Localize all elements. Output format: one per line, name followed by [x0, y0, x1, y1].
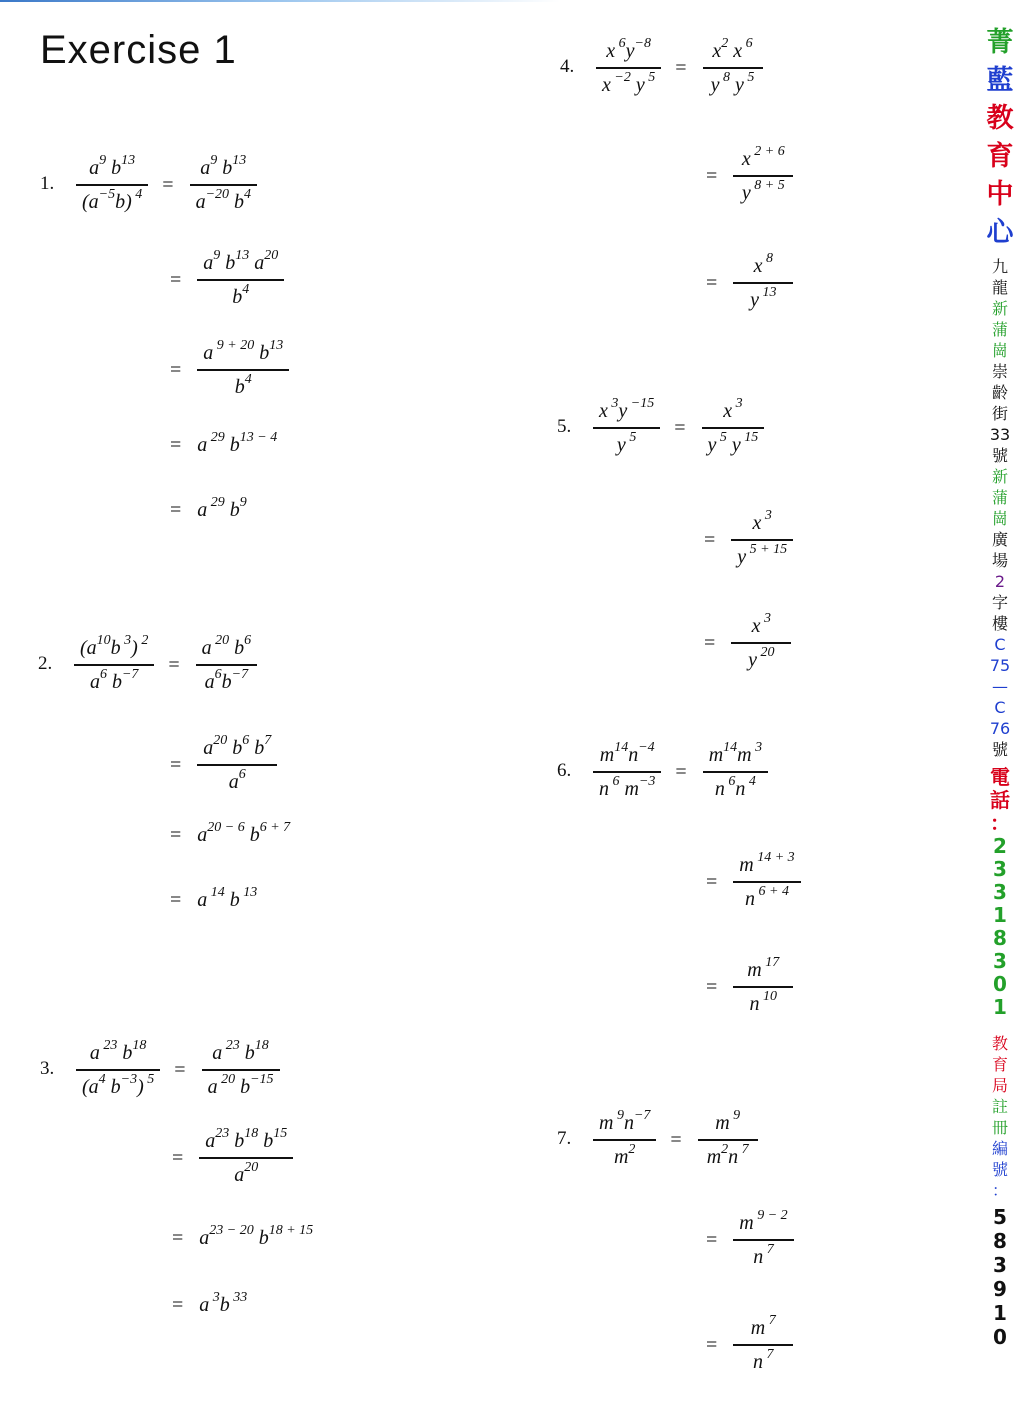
reg-digit: 3: [993, 1253, 1007, 1277]
denominator: y $^8$ y $^5$: [710, 70, 755, 96]
phone-number: [990, 766, 1010, 1019]
numerator: $a^9$ $b^{13}$: [89, 153, 136, 179]
denominator: n $^7$: [753, 1347, 774, 1373]
equals-sign: =: [706, 870, 718, 893]
expression: a $^{29}$ $b^{13 - 4}$: [197, 429, 278, 456]
equals-sign: =: [170, 498, 182, 521]
address-char: 崇: [991, 362, 1008, 381]
denominator: $a^6$: [228, 767, 246, 793]
equation-step: [170, 330, 289, 410]
denominator: y $^{8 + 5}$: [741, 178, 785, 204]
numerator: ($a^{10}b$ $^3$) $^2$: [80, 633, 149, 659]
address-char: 齡: [991, 383, 1008, 402]
equation-step: [706, 136, 793, 216]
address-char: 33: [989, 425, 1011, 444]
denominator: x $^{-2}$ y $^5$: [602, 70, 656, 96]
registration-number: [992, 1033, 1008, 1349]
address-char: 場: [991, 551, 1008, 570]
equation-step: [704, 500, 793, 580]
numerator: a $^{23}$ $b^{18}$: [89, 1038, 147, 1064]
numerator: a $^{23}$ $b^{18}$: [212, 1038, 269, 1064]
address-char: C: [994, 698, 1006, 717]
numerator: x $^3$: [752, 508, 772, 534]
denominator: y $^{5 + 15}$: [737, 542, 788, 568]
fraction: [702, 396, 765, 457]
address-char: 75: [989, 656, 1011, 675]
reg-label-char: 註: [991, 1097, 1008, 1116]
equals-sign: =: [162, 173, 174, 196]
fraction: [733, 144, 793, 205]
equals-sign: =: [170, 433, 182, 456]
fraction: [196, 633, 258, 694]
fraction: [698, 1108, 758, 1169]
equals-sign: =: [706, 164, 718, 187]
reg-label-char: 冊: [991, 1118, 1008, 1137]
reg-digit: 1: [993, 1301, 1007, 1325]
address-char: 蒲: [991, 488, 1008, 507]
equation-step: [706, 842, 801, 922]
equation-step: [706, 947, 793, 1027]
numerator: $a^9$ $b^{13}$: [200, 153, 247, 179]
address-char: C: [994, 635, 1006, 654]
phone-label-char: 話: [990, 788, 1010, 812]
numerator: m $^9$: [715, 1108, 741, 1134]
sidebar-contact: [985, 24, 1015, 1349]
reg-digit: 5: [993, 1205, 1007, 1229]
brand-name: [987, 24, 1014, 252]
question-number: 3.: [40, 1058, 55, 1079]
fraction: [197, 248, 284, 309]
fraction: [190, 153, 257, 214]
equation-step: [596, 28, 763, 108]
address: [990, 256, 1010, 760]
numerator: x $^8$: [753, 251, 773, 277]
brand-char: 心: [986, 217, 1014, 248]
numerator: m $^{14 + 3}$: [739, 850, 795, 876]
denominator: $b^4$: [234, 372, 252, 398]
reg-label-char: ：: [991, 1181, 1008, 1200]
address-char: 崗: [991, 509, 1008, 528]
equals-sign: =: [174, 1058, 186, 1081]
numerator: x $^3$: [751, 611, 771, 637]
fraction: [733, 1313, 793, 1374]
equals-sign: =: [706, 1228, 718, 1251]
address-char: 號: [991, 740, 1008, 759]
equation-step: [170, 725, 277, 805]
fraction: [703, 740, 768, 801]
denominator: $m^2$: [613, 1142, 636, 1168]
equals-sign: =: [675, 760, 687, 783]
numerator: a $^{9 + 20}$ $b^{13}$: [203, 338, 284, 364]
numerator: $a^9$ $b^{13}$ $a^{20}$: [203, 248, 279, 274]
equation-step: [170, 470, 247, 550]
top-rule: [0, 0, 560, 2]
numerator: m $^9n^{-7}$: [599, 1108, 651, 1134]
numerator: m $^{9 - 2}$: [739, 1208, 788, 1234]
equals-sign: =: [706, 1333, 718, 1356]
reg-label-char: 育: [991, 1055, 1008, 1074]
equals-sign: =: [670, 1128, 682, 1151]
equals-sign: =: [170, 888, 182, 911]
address-char: 76: [989, 719, 1011, 738]
fraction: [733, 955, 793, 1016]
phone-digit: 3: [993, 880, 1007, 904]
denominator: $a^6b^{-7}$: [204, 667, 249, 693]
fraction: [202, 1038, 280, 1099]
reg-digit: 8: [993, 1229, 1007, 1253]
phone-label-char: ：: [990, 811, 1010, 835]
address-char: —: [991, 677, 1008, 696]
reg-label-char: 號: [991, 1160, 1008, 1179]
denominator: n $^6$n $^4$: [714, 774, 756, 800]
reg-digit: 0: [993, 1325, 1007, 1349]
numerator: $m^{14}n^{-4}$: [599, 740, 655, 766]
equals-sign: =: [172, 1226, 184, 1249]
address-char: 新: [991, 467, 1008, 486]
equation-step: [170, 860, 257, 940]
equals-sign: =: [170, 358, 182, 381]
numerator: x $^{2 + 6}$: [741, 144, 785, 170]
equation-step: [704, 603, 791, 683]
denominator: n $^{6 + 4}$: [745, 884, 789, 910]
address-char: 九: [991, 257, 1008, 276]
phone-digit: 2: [993, 834, 1007, 858]
equation-step: [706, 1305, 793, 1385]
equals-sign: =: [706, 975, 718, 998]
page-title: Exercise 1: [40, 28, 237, 72]
phone-digit: 8: [993, 926, 1007, 950]
question-number: 4.: [560, 56, 575, 77]
denominator: $b^4$: [232, 282, 250, 308]
equals-sign: =: [704, 528, 716, 551]
address-char: 新: [991, 299, 1008, 318]
equals-sign: =: [674, 416, 686, 439]
phone-digit: 3: [993, 949, 1007, 973]
denominator: n $^7$: [753, 1242, 774, 1268]
fraction: [596, 36, 661, 97]
equation-step: [76, 145, 257, 225]
reg-label-char: 局: [991, 1076, 1008, 1095]
fraction: [733, 251, 793, 312]
phone-digit: 0: [993, 972, 1007, 996]
expression: a $^{29}$ $b^9$: [197, 494, 247, 521]
question-number: 5.: [557, 416, 572, 437]
numerator: $m^{14}m$ $^3$: [708, 740, 763, 766]
expression: a $^3$b $^{33}$: [199, 1289, 248, 1316]
numerator: a $^{20}$ $b^6$: [201, 633, 252, 659]
phone-digit: 1: [993, 995, 1007, 1019]
equals-sign: =: [704, 631, 716, 654]
address-char: 街: [991, 404, 1008, 423]
denominator: y $^5$ y $^{15}$: [707, 430, 759, 456]
fraction: [593, 1108, 656, 1169]
question-number: 7.: [557, 1128, 572, 1149]
equation-step: [593, 1100, 758, 1180]
address-char: 崗: [991, 341, 1008, 360]
reg-label-char: 編: [991, 1139, 1008, 1158]
phone-digit: 3: [993, 857, 1007, 881]
fraction: [733, 850, 800, 911]
fraction: [76, 153, 148, 214]
reg-label-char: 教: [991, 1034, 1008, 1053]
address-char: 號: [991, 446, 1008, 465]
denominator: y $^5$: [616, 430, 637, 456]
numerator: m $^7$: [750, 1313, 776, 1339]
brand-char: 中: [986, 179, 1014, 210]
fraction: [76, 1038, 160, 1099]
numerator: m $^{17}$: [747, 955, 780, 981]
equation-step: [76, 1030, 280, 1110]
equals-sign: =: [170, 823, 182, 846]
equals-sign: =: [170, 268, 182, 291]
equation-step: [593, 388, 764, 468]
denominator: a $^{20}$ $b^{-15}$: [207, 1072, 274, 1098]
equals-sign: =: [168, 653, 180, 676]
fraction: [197, 733, 277, 794]
denominator: $(a^{-5}b)$ $^4$: [82, 187, 143, 213]
denominator: y $^{20}$: [748, 645, 775, 671]
fraction: [199, 1126, 293, 1187]
question-number: 6.: [557, 760, 572, 781]
expression: $a^{23 - 20}$ $b^{18 + 15}$: [199, 1222, 314, 1249]
equals-sign: =: [675, 56, 687, 79]
address-char: 字: [991, 593, 1008, 612]
brand-char: 藍: [986, 65, 1014, 96]
denominator: $a^6$ $b^{-7}$: [89, 667, 139, 693]
brand-char: 育: [986, 141, 1014, 172]
fraction: [593, 396, 660, 457]
equals-sign: =: [706, 271, 718, 294]
denominator: $a^{-20}$ $b^4$: [195, 187, 252, 213]
address-char: 蒲: [991, 320, 1008, 339]
reg-digit: 9: [993, 1277, 1007, 1301]
question-number: 1.: [40, 173, 55, 194]
equation-step: [172, 1118, 293, 1198]
question-number: 2.: [38, 653, 53, 674]
denominator: y $^{13}$: [750, 285, 777, 311]
equals-sign: =: [172, 1293, 184, 1316]
fraction: [731, 508, 793, 569]
address-char: 樓: [991, 614, 1008, 633]
equation-step: [170, 240, 284, 320]
fraction: [197, 338, 289, 399]
numerator: $a^{23}$ $b^{18}$ $b^{15}$: [205, 1126, 288, 1152]
address-char: 廣: [991, 530, 1008, 549]
expression: a $^{14}$ b $^{13}$: [197, 884, 258, 911]
expression: $a^{20 - 6}$ $b^{6 + 7}$: [197, 819, 291, 846]
denominator: n $^{10}$: [749, 989, 778, 1015]
reg-number-digits: [992, 1205, 1008, 1349]
fraction: [733, 1208, 793, 1269]
numerator: x $^6y^{-8}$: [606, 36, 651, 62]
equals-sign: =: [172, 1146, 184, 1169]
equation-step: [706, 243, 793, 323]
equation-step: [74, 625, 257, 705]
numerator: x $^3$y $^{-15}$: [599, 396, 655, 422]
phone-label-char: 電: [990, 765, 1010, 789]
equals-sign: =: [170, 753, 182, 776]
equation-step: [172, 1265, 247, 1345]
fraction: [703, 36, 763, 97]
numerator: x $^3$: [723, 396, 743, 422]
denominator: $m^2n$ $^7$: [706, 1142, 749, 1168]
fraction: [74, 633, 154, 694]
phone-digit: 1: [993, 903, 1007, 927]
equation-step: [706, 1200, 794, 1280]
fraction: [593, 740, 661, 801]
address-char: 2: [994, 572, 1006, 591]
brand-char: 菁: [986, 27, 1014, 58]
numerator: $a^{20}$ $b^6$ $b^7$: [203, 733, 272, 759]
denominator: n $^6$ $m^{-3}$: [599, 774, 656, 800]
denominator: ($a^4$ $b^{-3}$) $^5$: [82, 1072, 155, 1098]
fraction: [731, 611, 791, 672]
denominator: $a^{20}$: [234, 1160, 259, 1186]
brand-char: 教: [986, 103, 1014, 134]
address-char: 龍: [991, 278, 1008, 297]
numerator: $x^2$ x $^6$: [712, 36, 753, 62]
equation-step: [593, 732, 768, 812]
